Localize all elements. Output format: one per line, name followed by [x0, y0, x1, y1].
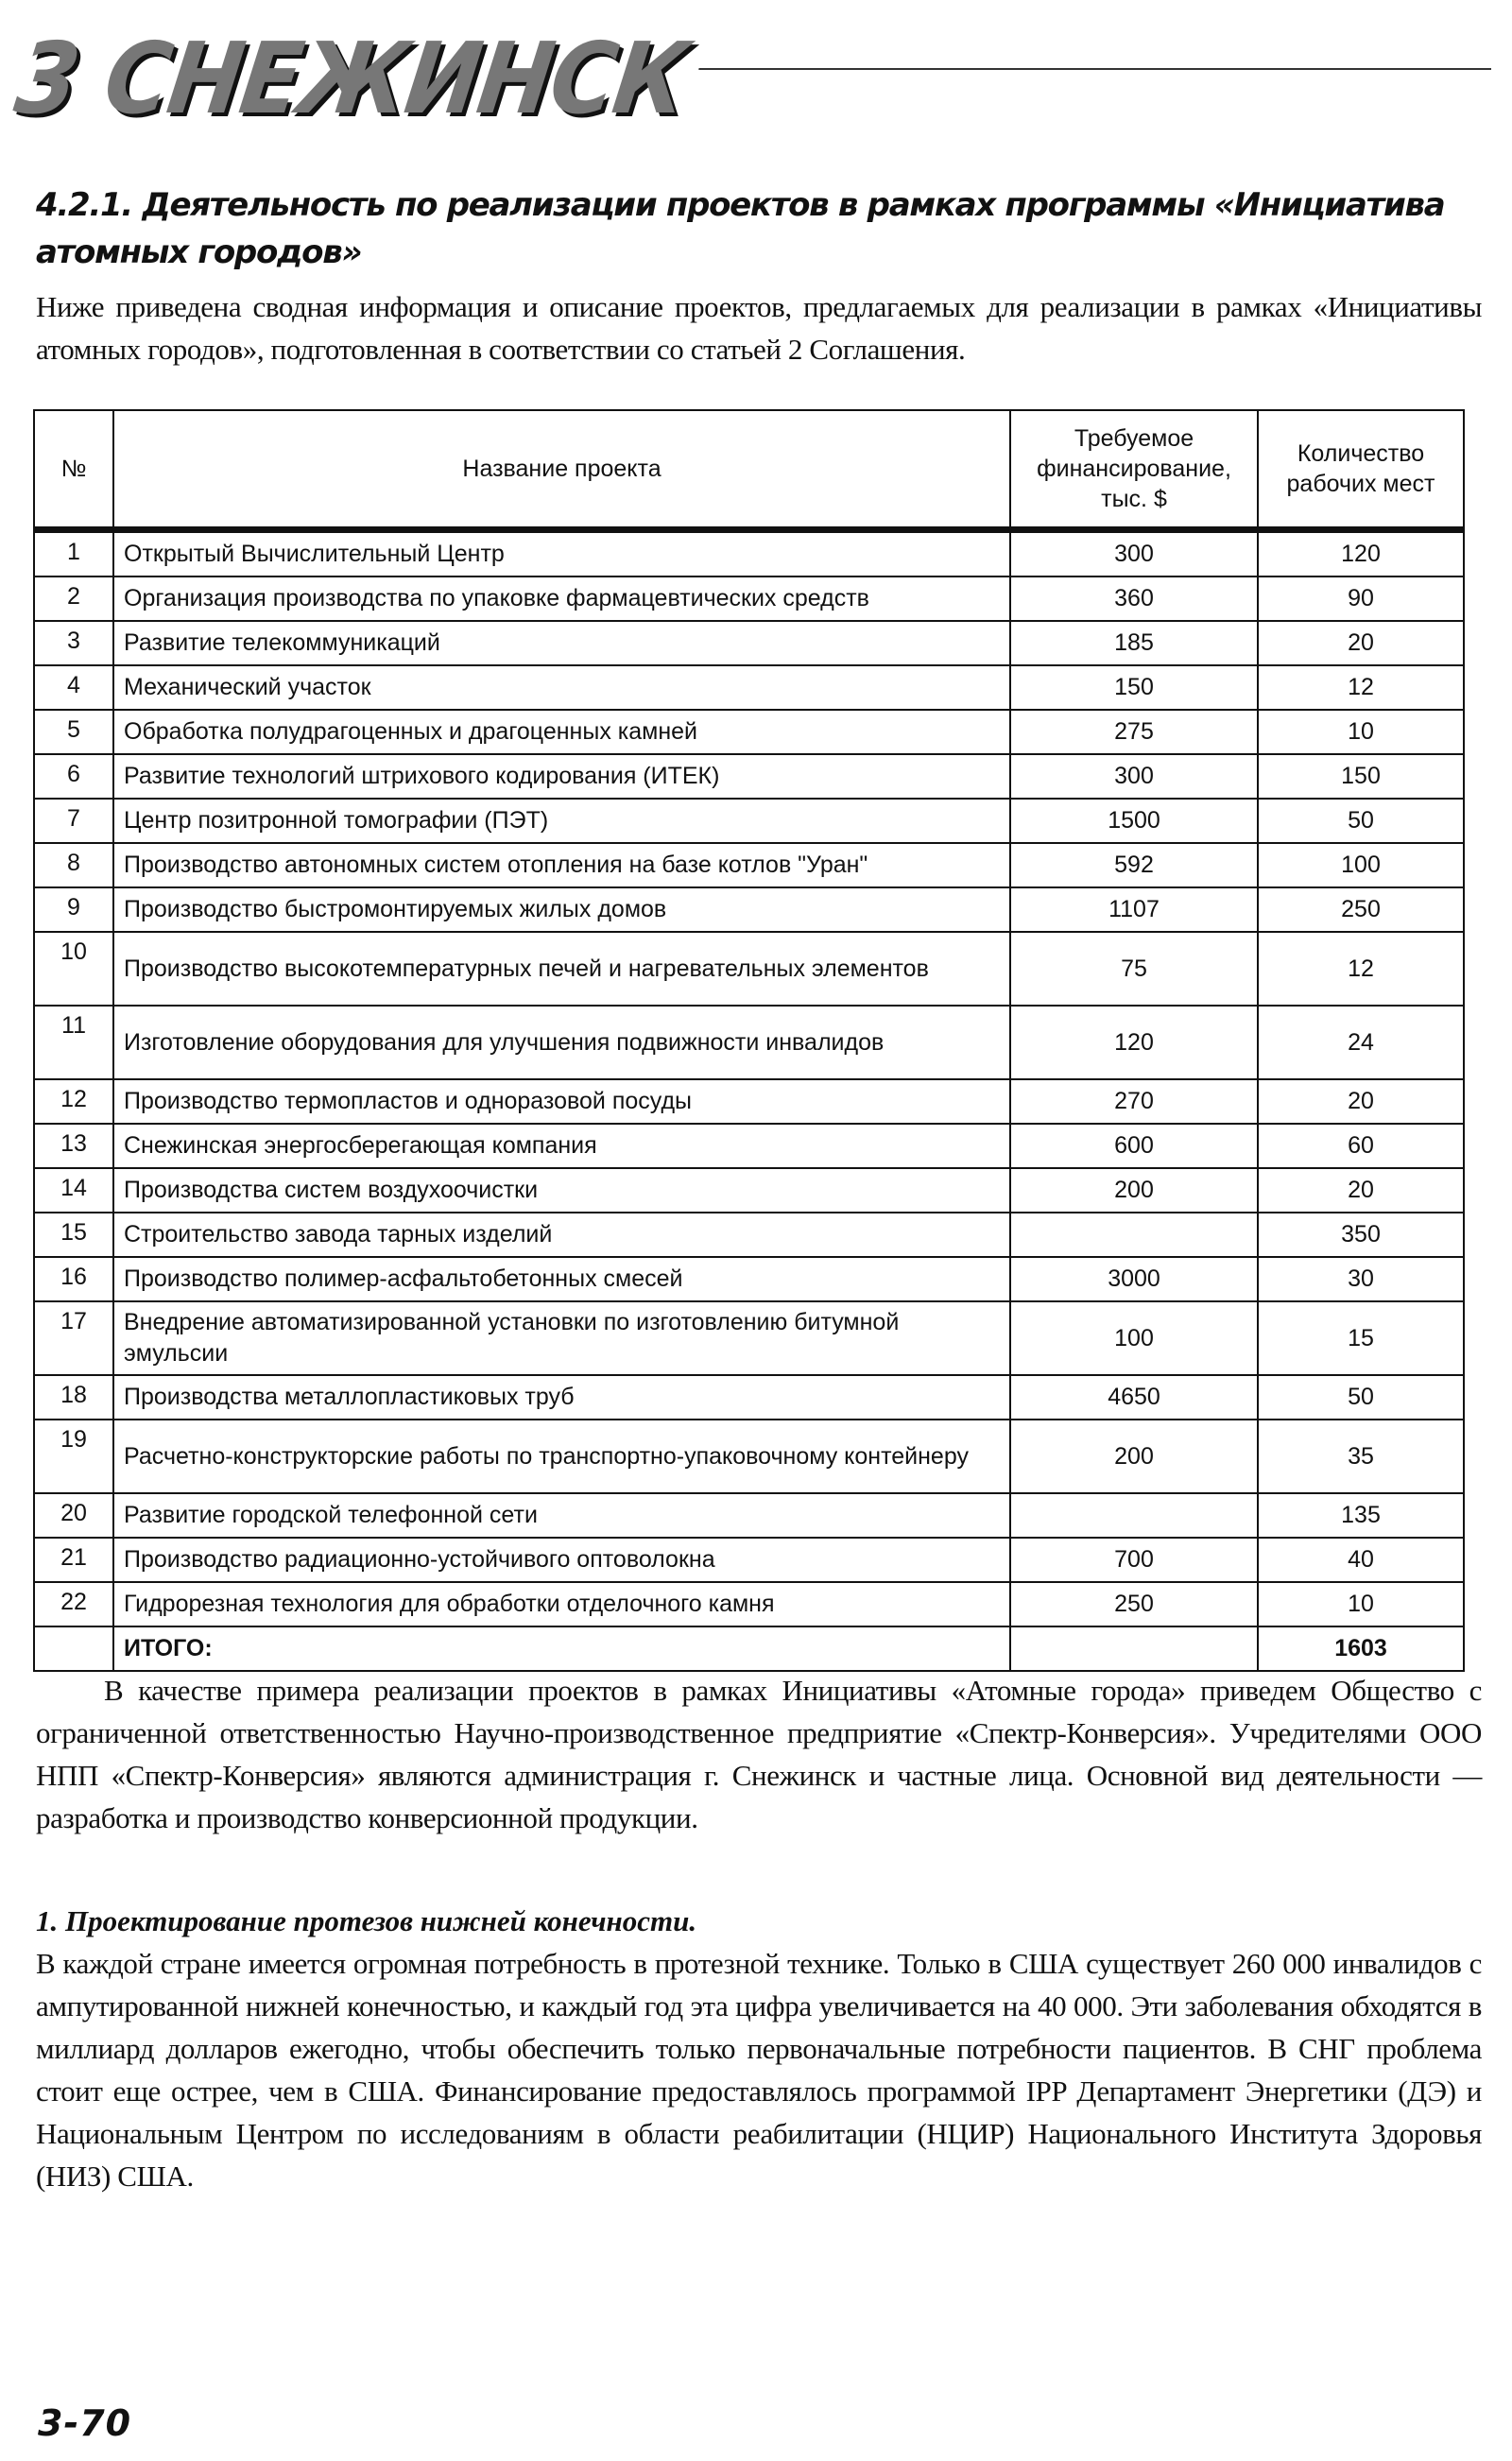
table-row — [34, 1301, 1464, 1375]
row-num: 22 — [34, 1582, 113, 1626]
row-name: Снежинская энергосберегающая компания — [113, 1124, 1010, 1168]
row-funding: 300 — [1010, 754, 1258, 799]
row-funding: 1500 — [1010, 799, 1258, 843]
row-name: Центр позитронной томографии (ПЭТ) — [113, 799, 1010, 843]
row-name: Развитие технологий штрихового кодирования (ИТЕК) — [113, 754, 1010, 799]
row-jobs: 50 — [1258, 1375, 1464, 1420]
row-jobs: 350 — [1258, 1213, 1464, 1257]
chapter-title: 3 СНЕЖИНСК — [9, 26, 704, 130]
header-jobs: Количество рабочих мест — [1258, 410, 1464, 530]
row-name: Производство термопластов и одноразовой посуды — [113, 1079, 1010, 1124]
row-num: 12 — [34, 1079, 113, 1124]
row-funding — [1010, 1213, 1258, 1257]
row-funding: 1107 — [1010, 887, 1258, 932]
row-name: Открытый Вычислительный Центр — [113, 530, 1010, 577]
row-funding: 75 — [1010, 932, 1258, 1006]
total-funding — [1010, 1626, 1258, 1671]
row-jobs: 135 — [1258, 1493, 1464, 1538]
table-row — [34, 1124, 1464, 1168]
row-num: 18 — [34, 1375, 113, 1420]
row-funding: 250 — [1010, 1582, 1258, 1626]
row-funding — [1010, 1493, 1258, 1538]
table-row — [34, 1582, 1464, 1626]
row-num: 17 — [34, 1301, 113, 1375]
row-name: Развитие городской телефонной сети — [113, 1493, 1010, 1538]
row-name: Строительство завода тарных изделий — [113, 1213, 1010, 1257]
row-num: 15 — [34, 1213, 113, 1257]
header-funding: Требуемое финансирование, тыс. $ — [1010, 410, 1258, 530]
row-name: Гидрорезная технология для обработки отделочного камня — [113, 1582, 1010, 1626]
table-row — [34, 1420, 1464, 1493]
table-row — [34, 530, 1464, 577]
row-name: Обработка полудрагоценных и драгоценных камней — [113, 710, 1010, 754]
table-row — [34, 710, 1464, 754]
table-header-row — [34, 410, 1464, 530]
intro-paragraph: Ниже приведена сводная информация и описание проектов, предлагаемых для реализации в рамках «Инициативы атомных городов», подготовленная в соответствии со статьей 2 Соглашения. — [36, 290, 1482, 366]
example-paragraph: В качестве примера реализации проектов в рамках Инициативы «Атомные города» приведем Общество с ограниченной ответственностью Научно-производственное предприятие «Спектр-Конверсия». Учредителями ООО НПП «Спектр-Конверсия» являются администрация г. Снежинск и частные лица. Основной вид деятельности — разработка и производство конверсионной продукции. — [36, 1674, 1482, 1834]
row-name: Производства систем воздухоочистки — [113, 1168, 1010, 1213]
row-name: Изготовление оборудования для улучшения подвижности инвалидов — [113, 1006, 1010, 1079]
row-funding: 4650 — [1010, 1375, 1258, 1420]
row-num: 6 — [34, 754, 113, 799]
row-jobs: 60 — [1258, 1124, 1464, 1168]
row-jobs: 20 — [1258, 1168, 1464, 1213]
header-num: № — [34, 410, 113, 530]
table-row — [34, 1538, 1464, 1582]
row-jobs: 24 — [1258, 1006, 1464, 1079]
row-name: Внедрение автоматизированной установки по изготовлению битумной эмульсии — [113, 1301, 1010, 1375]
chapter-banner — [9, 21, 1491, 136]
row-jobs: 20 — [1258, 1079, 1464, 1124]
row-name: Производство полимер-асфальтобетонных смесей — [113, 1257, 1010, 1301]
table-row — [34, 665, 1464, 710]
row-num: 8 — [34, 843, 113, 887]
page-number: 3-70 — [38, 2402, 132, 2444]
row-funding: 270 — [1010, 1079, 1258, 1124]
row-jobs: 12 — [1258, 932, 1464, 1006]
row-funding: 600 — [1010, 1124, 1258, 1168]
row-funding: 360 — [1010, 577, 1258, 621]
row-name: Производства металлопластиковых труб — [113, 1375, 1010, 1420]
row-jobs: 30 — [1258, 1257, 1464, 1301]
table-row — [34, 1079, 1464, 1124]
row-jobs: 50 — [1258, 799, 1464, 843]
table-total-row — [34, 1626, 1464, 1671]
total-num — [34, 1626, 113, 1671]
row-jobs: 250 — [1258, 887, 1464, 932]
table-row — [34, 1213, 1464, 1257]
row-funding: 150 — [1010, 665, 1258, 710]
projects-table — [33, 409, 1465, 1672]
row-name: Производство автономных систем отопления на базе котлов "Уран" — [113, 843, 1010, 887]
row-num: 7 — [34, 799, 113, 843]
row-funding: 275 — [1010, 710, 1258, 754]
row-num: 21 — [34, 1538, 113, 1582]
row-funding: 300 — [1010, 530, 1258, 577]
table-row — [34, 799, 1464, 843]
row-funding: 3000 — [1010, 1257, 1258, 1301]
row-jobs: 150 — [1258, 754, 1464, 799]
table-row — [34, 1006, 1464, 1079]
row-name: Расчетно-конструкторские работы по транспортно-упаковочному контейнеру — [113, 1420, 1010, 1493]
row-funding: 200 — [1010, 1420, 1258, 1493]
row-name: Производство высокотемпературных печей и нагревательных элементов — [113, 932, 1010, 1006]
row-jobs: 120 — [1258, 530, 1464, 577]
total-jobs: 1603 — [1258, 1626, 1464, 1671]
row-name: Организация производства по упаковке фармацевтических средств — [113, 577, 1010, 621]
row-num: 19 — [34, 1420, 113, 1493]
table-row — [34, 621, 1464, 665]
subsection-heading: 1. Проектирование протезов нижней конечности. — [36, 1904, 697, 1937]
table-row — [34, 887, 1464, 932]
row-funding: 100 — [1010, 1301, 1258, 1375]
header-name: Название проекта — [113, 410, 1010, 530]
row-num: 10 — [34, 932, 113, 1006]
row-name: Развитие телекоммуникаций — [113, 621, 1010, 665]
row-num: 5 — [34, 710, 113, 754]
table-row — [34, 932, 1464, 1006]
row-num: 11 — [34, 1006, 113, 1079]
total-label: ИТОГО: — [113, 1626, 1010, 1671]
row-funding: 120 — [1010, 1006, 1258, 1079]
row-funding: 200 — [1010, 1168, 1258, 1213]
table-row — [34, 1375, 1464, 1420]
table-row — [34, 577, 1464, 621]
row-jobs: 10 — [1258, 1582, 1464, 1626]
row-num: 9 — [34, 887, 113, 932]
table-row — [34, 843, 1464, 887]
row-name: Производство радиационно-устойчивого оптоволокна — [113, 1538, 1010, 1582]
section-heading: 4.2.1. Деятельность по реализации проектов в рамках программы «Инициатива атомных городов» — [36, 186, 1445, 271]
row-num: 14 — [34, 1168, 113, 1213]
row-jobs: 12 — [1258, 665, 1464, 710]
row-num: 20 — [34, 1493, 113, 1538]
row-jobs: 100 — [1258, 843, 1464, 887]
row-jobs: 40 — [1258, 1538, 1464, 1582]
row-jobs: 20 — [1258, 621, 1464, 665]
row-jobs: 10 — [1258, 710, 1464, 754]
row-name: Механический участок — [113, 665, 1010, 710]
row-funding: 592 — [1010, 843, 1258, 887]
row-funding: 185 — [1010, 621, 1258, 665]
table-row — [34, 1168, 1464, 1213]
row-name: Производство быстромонтируемых жилых домов — [113, 887, 1010, 932]
row-num: 16 — [34, 1257, 113, 1301]
row-num: 4 — [34, 665, 113, 710]
table-row — [34, 1257, 1464, 1301]
row-num: 13 — [34, 1124, 113, 1168]
row-jobs: 90 — [1258, 577, 1464, 621]
row-num: 2 — [34, 577, 113, 621]
table-row — [34, 1493, 1464, 1538]
row-jobs: 15 — [1258, 1301, 1464, 1375]
row-jobs: 35 — [1258, 1420, 1464, 1493]
subsection-body: В каждой стране имеется огромная потребность в протезной технике. Только в США существует 260 000 инвалидов с ампутированной нижней конечностью, и каждый год эта цифра увеличивается на 40 000. Эти заболевания обходятся в миллиард долларов ежегодно, чтобы обеспечить только первоначальные потребности пациентов. В СНГ проблема стоит еще острее, чем в США. Финансирование предоставлялось программой IPP Департамент Энергетики (ДЭ) и Национальным Центром по исследованиям в области реабилитации (НЦИР) Национального Института Здоровья (НИЗ) США. — [36, 1947, 1482, 2193]
row-funding: 700 — [1010, 1538, 1258, 1582]
row-num: 3 — [34, 621, 113, 665]
row-num: 1 — [34, 530, 113, 577]
table-row — [34, 754, 1464, 799]
